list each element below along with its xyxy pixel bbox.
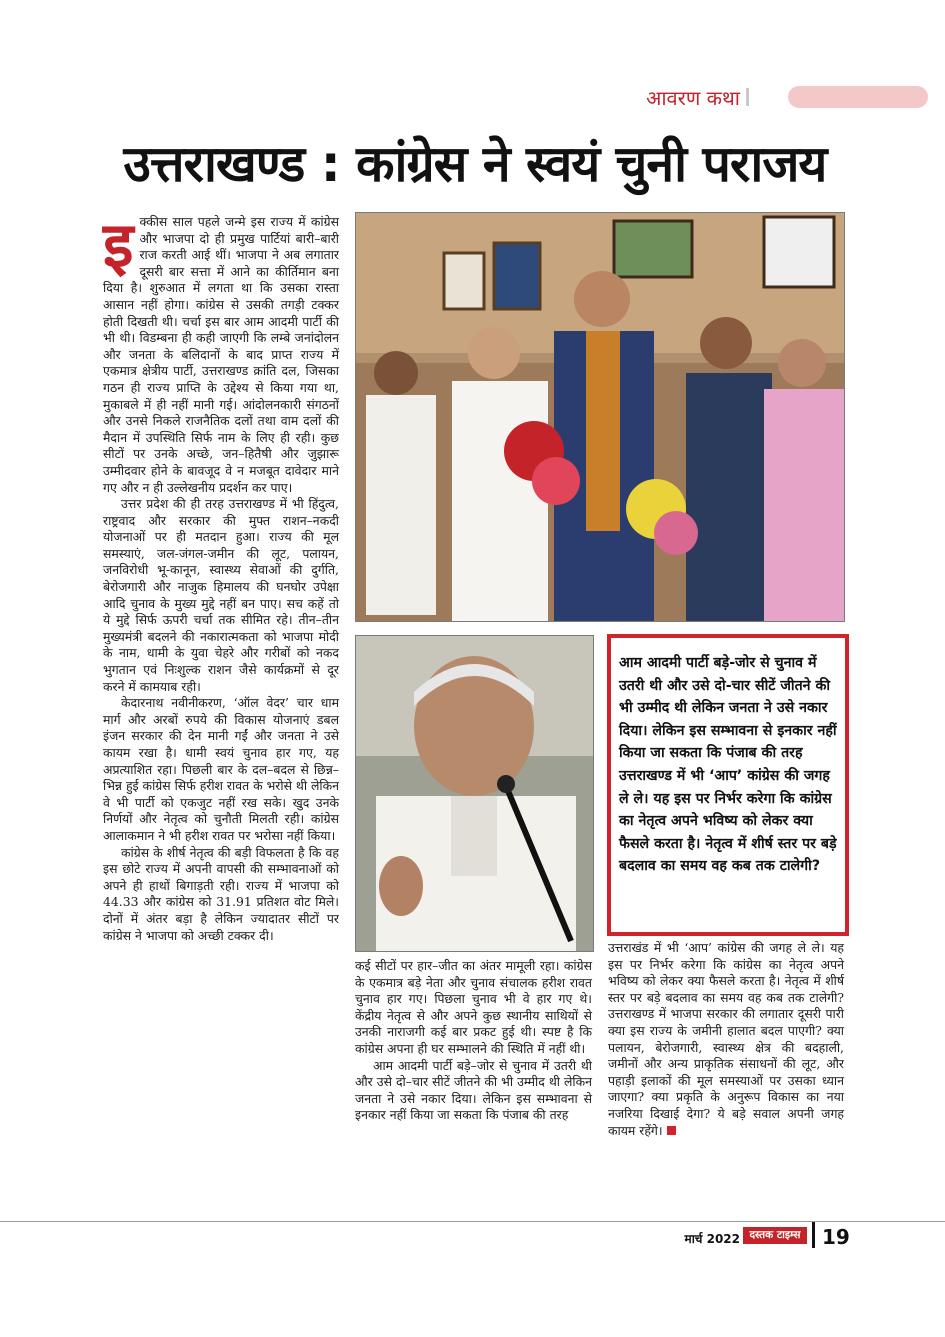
paragraph: क्कीस साल पहले जन्मे इस राज्य में कांग्रेस और भाजपा दो ही प्रमुख पार्टियां बारी–बारी राज करती आई थीं। भाजपा ने अब लगातार दूसरी बार सत्ता में आने का कीर्तिमान बना दिया है। शुरुआत में लगता था कि उसका रास्ता आसान नहीं होगा। कांग्रेस से उसकी तगड़ी टक्कर होती दिखती थी। चर्चा इस बार आम आदमी पार्टी की भी थी। विडम्बना ही कही जाएगी कि लम्बे जनांदोलन और जनता के बलिदानों के बाद प्राप्त राज्य में एकमात्र क्षेत्रीय पार्टी, उत्तराखण्ड क्रांति दल, जिसका गठन ही राज्य प्राप्ति के उद्देश्य से किया गया था, मुकाबले में ही नहीं मानी गई। आंदोलनकारी संगठनों और उनसे निकले राजनैतिक दलों तथा वाम दलों की मैदान में उपस्थिति सिर्फ नाम के लिए ही रही। कुछ सीटों पर उनके अच्छे, जन–हितैषी और जुझारू उम्मीदवार होने के बावजूद वे न मजबूत दावेदार माने गए और न ही उल्लेखनीय प्रदर्शन कर पाए। xyxy=(103,214,339,495)
section-label: आवरण कथा xyxy=(646,86,740,110)
paragraph: उत्तराखंड में भी ‘आप’ कांग्रेस की जगह ले ले। यह इस पर निर्भर करेगा कि कांग्रेस का नेतृत्व अपने भविष्य को लेकर क्या फैसले करता है। नेतृत्व में शीर्ष स्तर पर बड़े बदलाव का समय वह कब तक टालेगी? उत्तराखण्ड में भाजपा सरकार की लगातार दूसरी पारी क्या इस राज्य के जमीनी हालात बदल पाएगी? क्या पलायन, बेरोजगारी, स्वास्थ्य क्षेत्र की बदहाली, जमीनों और अन्य प्राकृतिक संसाधनों की लूट, और पहाड़ी इलाकों की मूल समस्याओं पर उसका ध्यान जाएगा? क्या प्रकृति के अनुरूप विकास का नया नजरिया दिखाई देगा? ये बड़े सवाल अपनी जगह कायम रहेंगे। xyxy=(608,940,844,1138)
paragraph: केदारनाथ नवीनीकरण, ‘ऑल वेदर’ चार धाम मार्ग और अरबों रुपये की विकास योजनाएं डबल इंजन सरकार की देन मानी गईं और जनता ने उसे कायम रखा है। धामी स्वयं चुनाव हार गए, यह अप्रत्याशित रहा। पिछली बार के दल–बदल से छिन्न–भिन्न हुई कांग्रेस सिर्फ हरीश रावत के भरोसे थी लेकिन वे भी पार्टी को एकजुट नहीं रख सके। खुद उनके निर्णयों और नेतृत्व को चुनौती मिलती रही। कांग्रेस आलाकमान ने भी हरीश रावत पर भरोसा नहीं किया। xyxy=(103,695,339,843)
section-decoration-pill xyxy=(788,86,928,108)
article-column-2 xyxy=(355,958,592,1124)
photo-leader-speaking-image xyxy=(356,636,593,951)
article-column-1 xyxy=(103,208,339,944)
footer-divider xyxy=(812,1222,815,1248)
pull-quote-text: आम आदमी पार्टी बड़े-जोर से चुनाव में उतरी थी और उसे दो-चार सीटें जीतने की भी उम्मीद थी लेकिन जनता ने उसे नकार दिया। लेकिन इस सम्भावना से इनकार नहीं किया जा सकता कि पंजाब की तरह उत्तराखण्ड में भी ‘आप’ कांग्रेस की जगह ले ले। यह इस पर निर्भर करेगा कि कांग्रेस का नेतृत्व अपने भविष्य को लेकर क्या फैसले करता है। नेतृत्व में शीर्ष स्तर पर बड़े बदलाव का समय वह कब तक टालेगी? xyxy=(619,655,837,875)
headline: उत्तराखण्ड : कांग्रेस ने स्वयं चुनी पराजय xyxy=(123,135,827,193)
paragraph: कई सीटों पर हार–जीत का अंतर मामूली रहा। कांग्रेस के एकमात्र बड़े नेता और चुनाव संचालक हरीश रावत चुनाव हार गए। पिछला चुनाव भी वे हार गए थे। केंद्रीय नेतृत्व से और अपने कुछ स्थानीय साथियों से उनकी नाराजगी कई बार प्रकट हुई थी। स्पष्ट है कि कांग्रेस अपना ही घर सम्भालने की स्थिति में नहीं थी। xyxy=(355,958,592,1056)
pull-quote-box xyxy=(607,634,849,936)
end-mark-icon xyxy=(667,1126,676,1135)
paragraph: कांग्रेस के शीर्ष नेतृत्व की बड़ी विफलता है कि वह इस छोटे राज्य में अपनी वापसी की सम्भावनाओं को अपने ही हाथों बिगाड़ती रही। राज्य में भाजपा को 44.33 और कांग्रेस को 31.91 प्रतिशत वोट मिले। दोनों में अंतर बड़ा है लेकिन ज्यादातर सीटों पर कांग्रेस ने भाजपा को अच्छी टक्कर दी। xyxy=(103,844,339,943)
issue-date: मार्च 2022 xyxy=(684,1232,740,1246)
footer-rule xyxy=(0,1221,945,1222)
photo-group-celebration-image xyxy=(356,213,844,621)
photo-leader-speaking xyxy=(355,635,594,952)
article-column-3 xyxy=(608,940,844,1139)
section-divider xyxy=(746,88,749,106)
magazine-brand: दस्तक टाइम्स xyxy=(743,1227,807,1244)
photo-group-celebration xyxy=(355,212,845,622)
paragraph: आम आदमी पार्टी बड़े–जोर से चुनाव में उतरी थी और उसे दो–चार सीटें जीतने की भी उम्मीद थी लेकिन जनता ने उसे नकार दिया। लेकिन इस सम्भावना से इनकार नहीं किया जा सकता कि पंजाब की तरह xyxy=(355,1057,592,1123)
drop-cap: इ xyxy=(103,208,134,281)
paragraph: उत्तर प्रदेश की ही तरह उत्तराखण्ड में भी हिंदुत्व, राष्ट्रवाद और सरकार की मुफ्त राशन–नकदी योजनाओं पर ही मतदान हुआ। राज्य की मूल समस्याएं, जल-जंगल-जमीन की लूट, पलायन, जनविरोधी भू-कानून, स्वास्थ्य सेवाओं की दुर्गति, बेरोजगारी और नाजुक हिमालय की घनघोर उपेक्षा आदि चुनाव के मुख्य मुद्दे नहीं बन पाए। सच कहें तो ये मुद्दे सिर्फ ऊपरी चर्चा तक सीमित रहे। तीन–तीन मुख्यमंत्री बदलने की नकारात्मकता को भाजपा मोदी के नाम, धामी के युवा चेहरे और गरीबों को नकद भुगतान एवं निःशुल्क राशन जैसे कार्यक्रमों से दूर करने में कामयाब रही। xyxy=(103,496,339,694)
page-number: 19 xyxy=(822,1225,850,1249)
